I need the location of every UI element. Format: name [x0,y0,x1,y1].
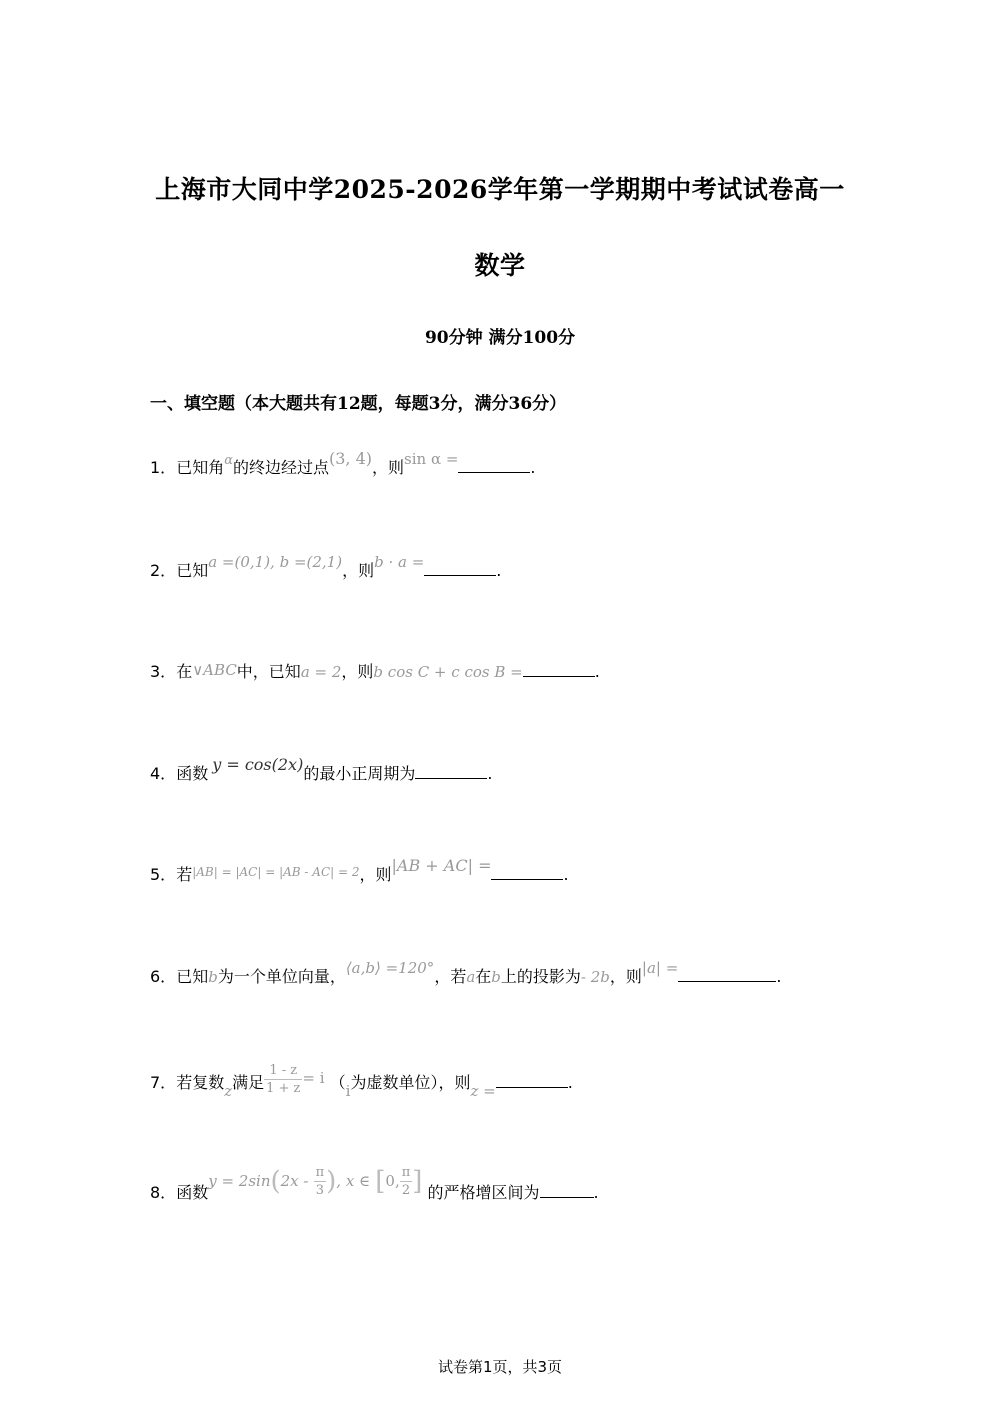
answer-blank[interactable] [678,965,776,982]
question-text: 在 [176,662,193,681]
question-text: ，则 [609,967,642,986]
answer-blank[interactable] [491,863,563,880]
fraction [264,1062,302,1097]
math-expression: 0, [385,1172,400,1190]
question-text: 若 [176,865,193,884]
question-1 [150,449,536,481]
question-text: ，则 [372,458,405,477]
math-expression: z = [470,1082,496,1100]
math-expression: a = 2 [300,663,342,681]
question-number: 8． [150,1183,177,1202]
question-text: 若复数 [176,1073,225,1092]
question-text: ，则 [342,561,375,580]
question-text: ，若 [434,967,467,986]
question-7 [150,1063,573,1101]
answer-blank[interactable] [540,1181,594,1198]
question-number: 7． [150,1073,177,1092]
answer-blank[interactable] [458,456,530,473]
question-text: （ [329,1073,346,1092]
fraction-denominator: 3 [315,1183,324,1198]
exam-title-line1: 上海市大同中学2025-2026学年第一学期期中考试试卷高一 [155,175,845,204]
question-end: . [594,662,600,681]
math-expression: a =(0,1), b =(2,1) [208,553,343,571]
answer-blank[interactable] [523,660,595,677]
math-expression: , x ∈ [336,1172,371,1190]
question-end: . [563,865,569,884]
math-expression: sin α = [404,450,459,468]
math-expression: b [491,968,501,986]
math-expression: 2x - [280,1172,309,1190]
right-bracket-icon: ] [412,1166,423,1197]
question-text: 已知 [176,561,209,580]
question-text: 为一个单位向量， [217,967,346,986]
question-text: ，则 [341,662,374,681]
math-expression: ∨ABC [192,661,237,679]
question-end: . [776,967,782,986]
question-text: 满足 [232,1073,265,1092]
question-text: 已知 [176,967,209,986]
math-expression: y = 2sin [208,1172,271,1190]
question-number: 4． [150,764,177,783]
answer-blank[interactable] [424,559,496,576]
question-5 [150,856,569,887]
question-number: 1． [150,458,177,477]
math-expression: b cos C + c cos B = [373,663,523,681]
math-expression: = i [302,1069,325,1087]
math-expression: α [224,453,233,468]
math-expression: y = cos(2x) [212,755,304,774]
fraction-numerator: π [315,1165,325,1180]
math-expression: |a| = [641,959,679,977]
fraction [314,1164,327,1199]
answer-blank[interactable] [415,762,487,779]
fraction [400,1164,413,1199]
math-expression: (3, 4) [329,449,373,468]
question-text: 中，已知 [236,662,301,681]
math-expression: b [208,968,218,986]
math-expression: i [345,1082,351,1100]
question-end: . [593,1183,599,1202]
question-end: . [530,458,536,477]
fraction-denominator: 1 + z [266,1081,301,1096]
left-paren-icon: ( [270,1166,281,1197]
page-footer: 试卷第1页，共3页 [437,1358,563,1376]
fraction-numerator: 1 - z [264,1062,302,1080]
exam-subtitle: 90分钟 满分100分 [424,328,576,348]
math-expression: a [466,968,476,986]
math-expression: z [224,1082,233,1100]
question-number: 3． [150,662,177,681]
question-2 [150,553,502,582]
question-text: 函数 [176,764,209,783]
exam-title-line2: 数学 [474,251,526,280]
question-number: 6． [150,967,177,986]
question-number: 2． [150,561,177,580]
question-text: 在 [475,967,492,986]
question-text: 为虚数单位），则 [350,1073,471,1092]
math-expression: ⟨a,b⟩ =120° [345,959,435,977]
left-bracket-icon: [ [375,1166,386,1197]
math-expression: - 2b [580,968,610,986]
question-text: 的终边经过点 [232,458,329,477]
question-8 [150,1165,599,1211]
question-end: . [567,1073,573,1092]
question-3 [150,660,600,683]
math-expression: |AB + AC| = [391,856,492,875]
fraction-numerator: π [401,1165,411,1180]
math-expression: |AB| = |AC| = |AB - AC| = 2 [192,865,360,879]
fraction-denominator: 2 [401,1183,411,1198]
question-number: 5． [150,865,177,884]
question-text: 已知角 [176,458,225,477]
right-paren-icon: ) [326,1166,337,1197]
question-text: 的严格增区间为 [427,1183,540,1202]
section-heading: 一、填空题（本大题共有12题，每题3分，满分36分） [150,394,567,414]
question-text: 的最小正周期为 [303,764,416,783]
question-text: 上的投影为 [500,967,581,986]
question-end: . [496,561,502,580]
question-text: 函数 [176,1183,209,1202]
question-4 [150,755,493,785]
question-text: ，则 [359,865,392,884]
math-expression: b · a = [374,553,425,571]
question-6 [150,959,782,988]
math-expression-group [208,1164,422,1199]
answer-blank[interactable] [496,1071,568,1088]
question-end: . [487,764,493,783]
